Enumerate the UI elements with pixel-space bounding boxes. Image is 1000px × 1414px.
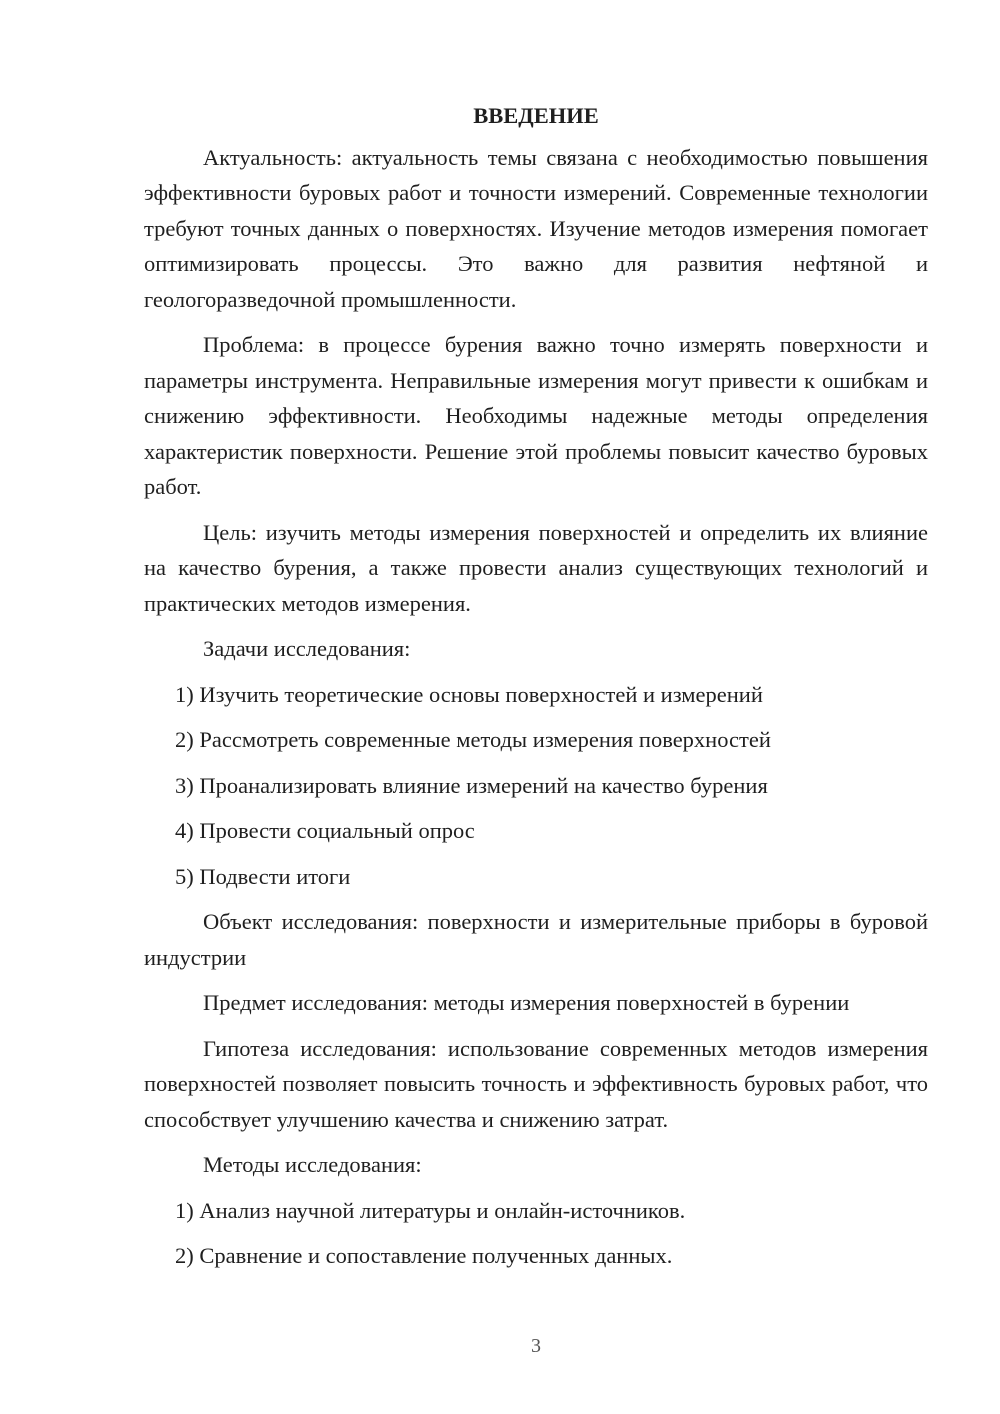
- task-item: 5) Подвести итоги: [175, 863, 351, 889]
- task-item: 1) Изучить теоретические основы поверхностей и измерений: [175, 681, 763, 707]
- tasks-list: [144, 677, 928, 895]
- object-paragraph: Объект исследования: поверхности и измерительные приборы в буровой индустрии: [144, 909, 928, 970]
- page-number: 3: [531, 1335, 541, 1357]
- method-item: 1) Анализ научной литературы и онлайн-источников.: [175, 1197, 686, 1223]
- methods-list: [144, 1193, 928, 1274]
- method-item: 2) Сравнение и сопоставление полученных данных.: [175, 1243, 673, 1268]
- goal-paragraph: Цель: изучить методы измерения поверхностей и определить их влияние на качество бурения, а также провести анализ существующих технологий и практических методов измерения.: [144, 519, 928, 616]
- page-title: ВВЕДЕНИЕ: [473, 103, 599, 128]
- tasks-heading: Задачи исследования:: [203, 636, 411, 661]
- hypothesis-paragraph: Гипотеза исследования: использование современных методов измерения поверхностей позволяет повысить точность и эффективность буровых работ, что способствует улучшению качества и снижению затрат.: [144, 1035, 928, 1132]
- subject-paragraph: Предмет исследования: методы измерения поверхностей в бурении: [203, 990, 850, 1015]
- task-item: 4) Провести социальный опрос: [175, 818, 475, 843]
- document-page: [144, 98, 928, 1284]
- task-item: 2) Рассмотреть современные методы измерения поверхностей: [175, 727, 771, 752]
- methods-heading: Методы исследования:: [203, 1152, 422, 1177]
- relevance-paragraph: Актуальность: актуальность темы связана с необходимостью повышения эффективности буровых работ и точности измерений. Современные технологии требуют точных данных о поверхностях. Изучение методов измерения помогает оптимизировать процессы. Это важно для развития нефтяной и геологоразведочной промышленности.: [144, 144, 928, 312]
- problem-paragraph: Проблема: в процессе бурения важно точно измерять поверхности и параметры инструмента. Неправильные измерения могут привести к ошибкам и снижению эффективности. Необходимы надежные методы определения характеристик поверхности. Решение этой проблемы повысит качество буровых работ.: [144, 332, 928, 499]
- task-item: 3) Проанализировать влияние измерений на качество бурения: [175, 772, 768, 798]
